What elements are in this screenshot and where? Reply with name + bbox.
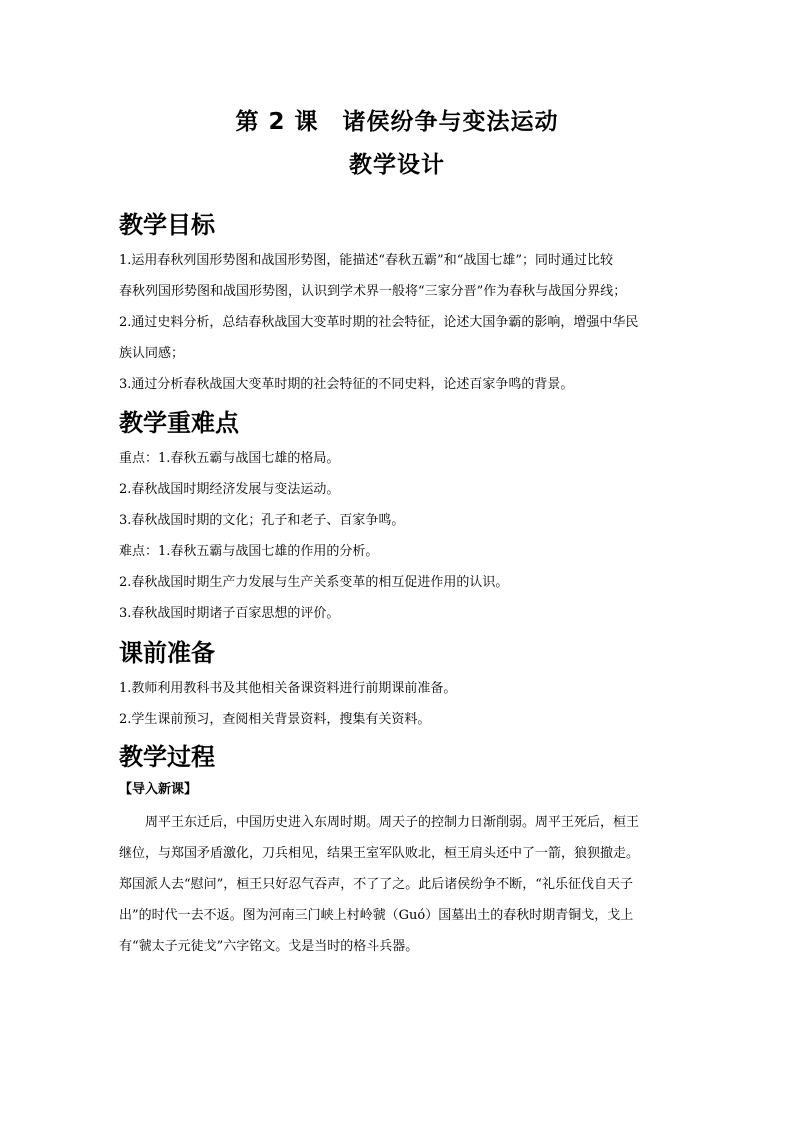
lesson-subtitle: 教学设计 bbox=[349, 152, 445, 178]
section-heading-keypoints: 教学重难点 bbox=[119, 409, 239, 437]
process-line: 继位，与郑国矛盾激化，刀兵相见，结果王室军队败北，桓王肩头还中了一箭，狼狈撤走。 bbox=[119, 846, 640, 861]
process-line: 周平王东迁后，中国历史进入东周时期。周天子的控制力日渐削弱。周平王死后，桓王 bbox=[119, 815, 640, 830]
subsection-heading-intro: 【导入新课】 bbox=[119, 782, 198, 797]
section-heading-process: 教学过程 bbox=[119, 743, 215, 771]
prep-line: 1.教师利用教科书及其他相关备课资料进行前期课前准备。 bbox=[119, 681, 457, 696]
process-line: 有“虢太子元徒戈”六字铭文。戈是当时的格斗兵器。 bbox=[119, 939, 419, 954]
prep-line: 2.学生课前预习，查阅相关背景资料，搜集有关资料。 bbox=[119, 712, 431, 727]
keypoints-line: 3.春秋战国时期诸子百家思想的评价。 bbox=[119, 606, 340, 621]
process-line: 郑国派人去“慰问”，桓王只好忍气吞声，不了了之。此后诸侯纷争不断，“礼乐征伐自天子 bbox=[119, 877, 633, 892]
keypoints-line: 重点：1.春秋五霸与战国七雄的格局。 bbox=[119, 451, 340, 466]
keypoints-line: 3.春秋战国时期的文化；孔子和老子、百家争鸣。 bbox=[119, 513, 405, 528]
goals-line: 春秋列国形势图和战国形势图，认识到学术界一般将“三家分晋”作为春秋与战国分界线； bbox=[119, 284, 627, 299]
goals-line: 2.通过史料分析，总结春秋战国大变革时期的社会特征，论述大国争霸的影响，增强中华民 bbox=[119, 315, 639, 330]
lesson-title: 第 2 课 诸侯纷争与变法运动 bbox=[235, 109, 559, 135]
process-line: 出”的时代一去不返。图为河南三门峡上村岭虢（Guó）国墓出土的春秋时期青铜戈，戈上 bbox=[119, 908, 634, 923]
goals-line: 1.运用春秋列国形势图和战国形势图，能描述“春秋五霸”和“战国七雄”；同时通过比较 bbox=[119, 253, 613, 268]
section-heading-prep: 课前准备 bbox=[119, 639, 215, 667]
keypoints-line: 2.春秋战国时期生产力发展与生产关系变革的相互促进作用的认识。 bbox=[119, 575, 509, 590]
section-heading-goals: 教学目标 bbox=[119, 211, 215, 239]
goals-line: 族认同感； bbox=[119, 346, 185, 361]
goals-line: 3.通过分析春秋战国大变革时期的社会特征的不同史料，论述百家争鸣的背景。 bbox=[119, 377, 574, 392]
keypoints-line: 2.春秋战国时期经济发展与变法运动。 bbox=[119, 482, 340, 497]
keypoints-line: 难点：1.春秋五霸与战国七雄的作用的分析。 bbox=[119, 544, 379, 559]
